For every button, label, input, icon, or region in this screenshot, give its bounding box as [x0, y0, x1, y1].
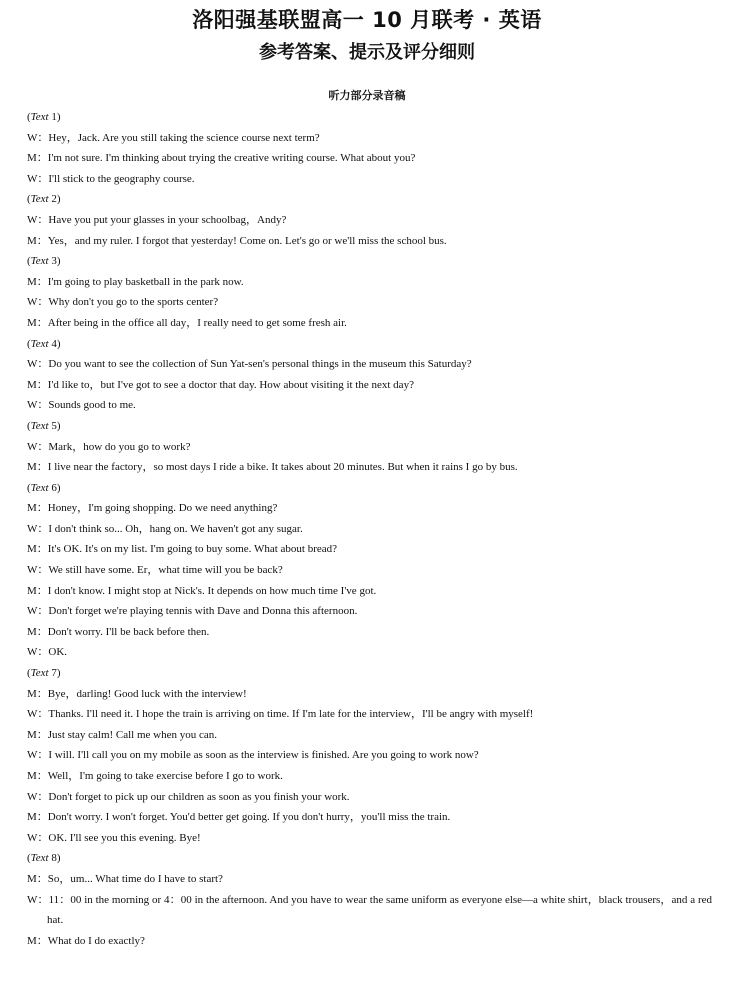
dialogue-line: W：Thanks. I'll need it. I hope the train is arriving on time. If I'm late for the interview，I'll be angry with myself!	[27, 708, 534, 721]
dialogue-line: W：Don't forget we're playing tennis with Dave and Donna this afternoon.	[27, 605, 358, 618]
text-marker-word: Text	[30, 667, 49, 680]
dialogue-line: W：OK.	[27, 646, 68, 659]
dialogue-line: M：What do I do exactly?	[27, 934, 145, 947]
dialogue-line: M：Well，I'm going to take exercise before I go to work.	[27, 770, 283, 782]
text-marker-number: 4	[48, 337, 57, 350]
document-subtitle: 参考答案、提示及评分细则	[259, 42, 475, 63]
dialogue-line: W：I will. I'll call you on my mobile as soon as the interview is finished. Are you going to work now?	[27, 749, 479, 762]
dialogue-line: M：Honey，I'm going shopping. Do we need anything?	[27, 502, 278, 515]
dialogue-line: M：Don't worry. I'll be back before then.	[27, 625, 210, 638]
transcript	[27, 107, 712, 951]
text-marker: (Text 5)	[27, 419, 61, 432]
dialogue-line: W：We still have some. Er，what time will you be back?	[27, 564, 283, 577]
dialogue-line: M：I'm going to play basketball in the park now.	[27, 275, 244, 288]
dialogue-line: M：Don't worry. I won't forget. You'd better get going. If you don't hurry，you'll miss the train.	[27, 811, 451, 824]
dialogue-line: W：OK. I'll see you this evening. Bye!	[27, 831, 201, 844]
text-marker: (Text 2)	[27, 193, 61, 206]
dialogue-line: M：I live near the factory，so most days I ride a bike. It takes about 20 minutes. But when it rains I go by bus.	[27, 461, 518, 474]
text-marker-word: Text	[30, 111, 49, 123]
text-marker-word: Text	[30, 193, 49, 206]
text-marker: (Text 1)	[27, 111, 61, 123]
document-title: 洛阳强基联盟高一 10 月联考 · 英语	[192, 8, 542, 32]
text-marker: (Text 3)	[27, 255, 61, 268]
text-marker: (Text 7)	[27, 667, 61, 680]
text-marker-word: Text	[30, 852, 49, 865]
dialogue-line: M：I'd like to，but I've got to see a doctor that day. How about visiting it the next day?	[27, 378, 414, 391]
dialogue-line: M：I don't know. I might stop at Nick's. It depends on how much time I've got.	[27, 584, 377, 597]
text-marker-number: 3	[48, 255, 57, 268]
text-marker-number: 2	[48, 193, 57, 206]
dialogue-line: M：Yes，and my ruler. I forgot that yesterday! Come on. Let's go or we'll miss the school bus.	[27, 234, 447, 247]
dialogue-line: W：Sounds good to me.	[27, 399, 136, 412]
dialogue-line: W：Do you want to see the collection of Sun Yat-sen's personal things in the museum this Saturday?	[27, 358, 472, 371]
text-marker: (Text 4)	[27, 337, 61, 350]
dialogue-line: W：Hey，Jack. Are you still taking the science course next term?	[27, 131, 320, 144]
dialogue-line: M：It's OK. It's on my list. I'm going to buy some. What about bread?	[27, 543, 338, 556]
text-marker-number: 6	[48, 481, 57, 494]
text-marker: (Text 6)	[27, 481, 61, 494]
dialogue-line: W：Have you put your glasses in your schoolbag，Andy?	[27, 213, 287, 226]
section-heading: 听力部分录音稿	[328, 89, 406, 102]
dialogue-line: M：So，um... What time do I have to start?	[27, 872, 223, 885]
text-marker-word: Text	[30, 255, 49, 268]
dialogue-line: M：I'm not sure. I'm thinking about trying the creative writing course. What about you?	[27, 152, 416, 165]
text-marker-number: 8	[48, 852, 57, 865]
dialogue-line: W：Don't forget to pick up our children as soon as you finish your work.	[27, 790, 350, 803]
dialogue-line: W：11：00 in the morning or 4：00 in the afternoon. And you have to wear the same uniform as everyone else—a white shirt，black trousers，and a red hat.	[27, 893, 712, 927]
dialogue-line: W：I don't think so... Oh，hang on. We haven't got any sugar.	[27, 522, 303, 535]
text-marker-number: 1	[48, 111, 57, 123]
text-marker-number: 7	[48, 667, 57, 680]
dialogue-line: W：Why don't you go to the sports center?	[27, 296, 219, 309]
dialogue-line: M：Just stay calm! Call me when you can.	[27, 728, 218, 741]
dialogue-line: W：I'll stick to the geography course.	[27, 172, 195, 185]
text-marker: (Text 8)	[27, 852, 61, 865]
dialogue-line: W：Mark，how do you go to work?	[27, 440, 191, 453]
dialogue-line: M：Bye，darling! Good luck with the interview!	[27, 687, 247, 700]
text-marker-word: Text	[30, 337, 49, 350]
text-marker-word: Text	[30, 481, 49, 494]
dialogue-line: M：After being in the office all day，I really need to get some fresh air.	[27, 316, 347, 329]
text-marker-word: Text	[30, 419, 49, 432]
text-marker-number: 5	[48, 419, 57, 432]
